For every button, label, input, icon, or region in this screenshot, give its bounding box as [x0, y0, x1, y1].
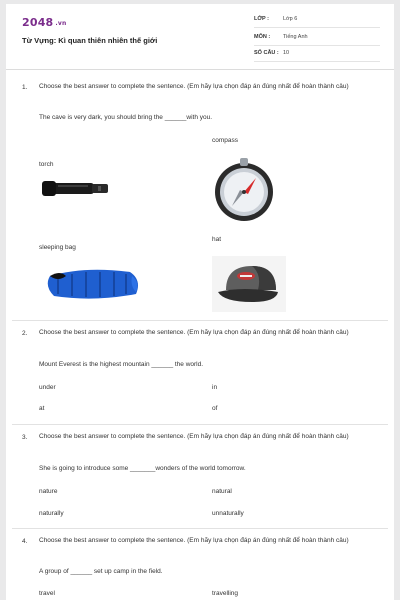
answer-option[interactable]: travelling — [212, 590, 239, 597]
question-instruction: Choose the best answer to complete the sentence. (Em hãy lựa chọn đáp án đúng nhất để hoàn thành câu) — [39, 83, 349, 90]
torch-image[interactable] — [38, 176, 112, 200]
page-title: Từ Vựng: Kì quan thiên nhiên thế giới — [22, 36, 158, 45]
meta-key: SỐ CÂU : — [254, 50, 279, 56]
question-instruction: Choose the best answer to complete the sentence. (Em hãy lựa chọn đáp án đúng nhất để hoàn thành câu) — [39, 537, 349, 544]
brand-name: 2048 — [22, 16, 54, 29]
question-number: 1. — [22, 84, 28, 91]
meta-row-subject — [254, 30, 380, 46]
worksheet-page — [6, 4, 394, 600]
worksheet-header — [6, 4, 394, 70]
answer-option[interactable]: unnaturally — [212, 510, 244, 517]
question-number: 2. — [22, 330, 28, 337]
sleeping-bag-image[interactable] — [44, 262, 144, 306]
meta-value: Tiếng Anh — [283, 34, 308, 40]
question-sentence: The cave is very dark, you should bring the ______with you. — [39, 114, 213, 121]
answer-option[interactable]: compass — [212, 137, 239, 144]
divider — [12, 528, 388, 529]
question-sentence: She is going to introduce some _______wonders of the world tomorrow. — [39, 465, 246, 472]
question-number: 4. — [22, 538, 28, 545]
answer-option[interactable]: naturally — [39, 510, 64, 517]
question-sentence: A group of ______ set up camp in the field. — [39, 568, 163, 575]
divider — [12, 424, 388, 425]
brand-suffix: .vn — [55, 19, 67, 27]
question-sentence: Mount Everest is the highest mountain ______ the world. — [39, 361, 204, 368]
answer-option[interactable]: nature — [39, 488, 58, 495]
answer-option[interactable]: travel — [39, 590, 55, 597]
answer-option[interactable]: of — [212, 405, 218, 412]
answer-option[interactable]: torch — [39, 161, 54, 168]
answer-option[interactable]: hat — [212, 236, 222, 243]
answer-option[interactable]: sleeping bag — [39, 244, 76, 251]
answer-option[interactable]: in — [212, 384, 218, 391]
meta-key: LỚP : — [254, 16, 269, 22]
meta-row-class — [254, 12, 380, 28]
question-number: 3. — [22, 434, 28, 441]
meta-value: 10 — [283, 50, 290, 56]
answer-option[interactable]: at — [39, 405, 45, 412]
hat-image[interactable] — [212, 256, 286, 312]
question-instruction: Choose the best answer to complete the sentence. (Em hãy lựa chọn đáp án đúng nhất để hoàn thành câu) — [39, 329, 349, 336]
answer-option[interactable]: under — [39, 384, 56, 391]
answer-option[interactable]: natural — [212, 488, 232, 495]
meta-key: MÔN : — [254, 34, 271, 40]
divider — [12, 320, 388, 321]
meta-value: Lớp 6 — [283, 16, 298, 22]
meta-row-count — [254, 46, 380, 62]
question-instruction: Choose the best answer to complete the sentence. (Em hãy lựa chọn đáp án đúng nhất để hoàn thành câu) — [39, 433, 349, 440]
brand-logo[interactable] — [22, 16, 66, 29]
compass-image[interactable] — [212, 154, 276, 224]
